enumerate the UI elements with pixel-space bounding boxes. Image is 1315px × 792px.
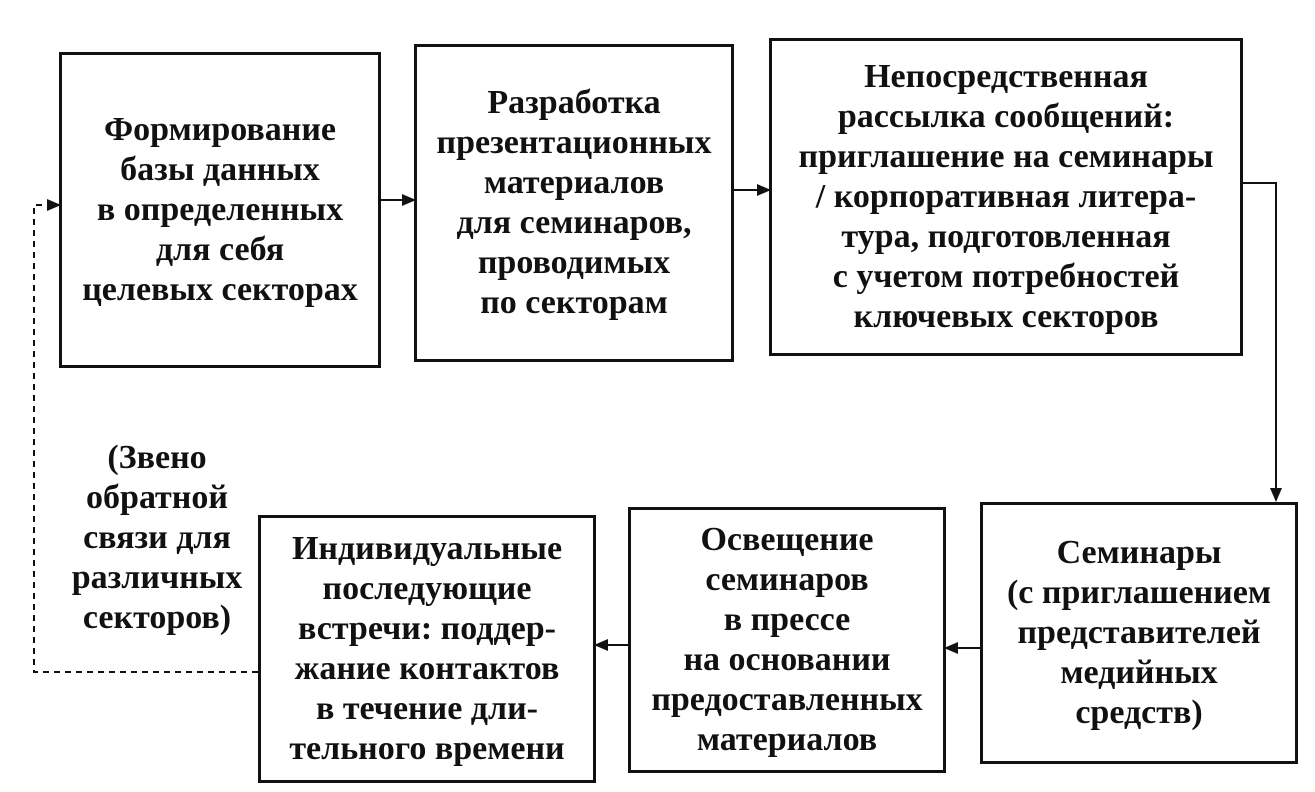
box-direct-mailing-text: Непосредственная рассылка сообщений: приглашение на семинары / корпоративная литера- тура, подготовленная с учетом потребностей ключевых секторов xyxy=(798,58,1214,335)
box-presentation-materials xyxy=(414,44,734,362)
box-presentation-materials-text: Разработка презентационных материалов для семинаров, проводимых по секторам xyxy=(436,84,712,321)
box-press-coverage-text: Освещение семинаров в прессе на основании предоставленных материалов xyxy=(651,521,923,758)
box-database-formation xyxy=(59,52,381,368)
arrow-3-to-4 xyxy=(1242,183,1276,500)
box-individual-meetings-text: Индивидуальные последующие встречи: поддер- жание контактов в течение дли- тельного времени xyxy=(289,530,565,767)
box-press-coverage xyxy=(628,507,946,773)
box-seminars-text: Семинары (с приглашением представителей медийных средств) xyxy=(1006,534,1271,731)
feedback-note: (Звено обратной связи для различных секторов) xyxy=(71,439,243,636)
box-database-formation-text: Формирование базы данных в определенных для себя целевых секторах xyxy=(82,111,358,308)
box-individual-meetings xyxy=(258,515,596,783)
box-seminars xyxy=(980,502,1298,764)
box-direct-mailing xyxy=(769,38,1243,356)
